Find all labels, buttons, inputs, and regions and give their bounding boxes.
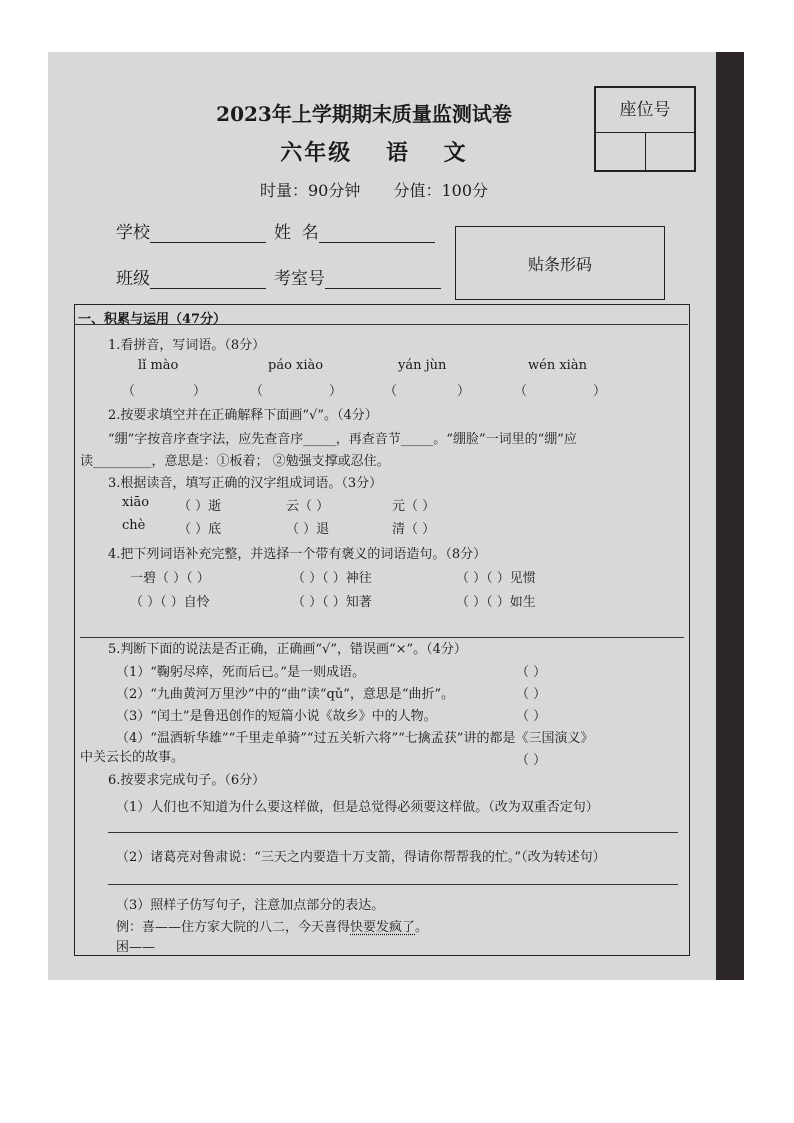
q1-answer-box-4[interactable]: （ ） xyxy=(514,384,606,399)
q4-word[interactable]: （ ）（ ）神往 xyxy=(292,571,372,586)
class-label: 班级 xyxy=(116,269,150,289)
seat-cell[interactable] xyxy=(596,133,646,171)
room-blank[interactable] xyxy=(325,270,441,289)
q5-item-1: （1）“鞠躬尽瘁，死而后已。”是一则成语。 xyxy=(116,665,366,680)
school-label: 学校 xyxy=(116,223,150,243)
q3-item[interactable]: 清（ ） xyxy=(392,522,436,537)
q6-prompt: 6.按要求完成句子。（6分） xyxy=(108,773,266,788)
q1-pinyin-1: lǐ mào xyxy=(138,358,179,373)
name-field[interactable] xyxy=(274,218,435,243)
q1-prompt: 1.看拼音，写词语。（8分） xyxy=(108,338,266,353)
duration: 时量：90分钟 xyxy=(259,181,361,200)
barcode-box xyxy=(455,226,665,300)
q1-answer-box-1[interactable]: （ ） xyxy=(122,384,206,399)
q5-item-4-cont: 中关云长的故事。 xyxy=(80,750,185,765)
q1-pinyin-2: páo xiào xyxy=(268,358,324,373)
grade-label: 六年级 xyxy=(280,140,353,166)
q3-item[interactable]: （ ）逝 xyxy=(178,499,222,514)
q5-answer-1[interactable]: （ ） xyxy=(516,665,547,680)
q1-pinyin-4: wén xiàn xyxy=(528,358,587,373)
q4-word[interactable]: （ ）（ ）自怜 xyxy=(130,595,210,610)
seat-cell[interactable] xyxy=(646,133,695,171)
q4-prompt: 4.把下列词语补充完整，并选择一个带有褒义的词语造句。（8分） xyxy=(108,547,487,562)
barcode-label: 贴条形码 xyxy=(527,254,592,274)
q2-line-1[interactable]: “绷”字按音序查字法，应先查音序_____，再查音节_____。“绷脸”一词里的“绷”应 xyxy=(108,432,577,447)
q6-sentence-1: （1）人们也不知道为什么要这样做，但是总觉得必须要这样做。（改为双重否定句） xyxy=(116,800,599,815)
q5-item-4: （4）“温酒斩华雄”“千里走单骑”“过五关斩六将”“七擒孟获”讲的都是《三国演义》 xyxy=(116,731,594,746)
school-field[interactable] xyxy=(116,218,266,243)
q5-answer-3[interactable]: （ ） xyxy=(516,709,547,724)
seat-number-cells[interactable] xyxy=(596,133,694,171)
q1-answer-box-3[interactable]: （ ） xyxy=(384,384,470,399)
q3-item[interactable]: 元（ ） xyxy=(392,499,436,514)
q3-pinyin-2: chè xyxy=(122,518,146,533)
q6-answer-line-1[interactable] xyxy=(108,832,678,833)
q1-answer-box-2[interactable]: （ ） xyxy=(250,384,342,399)
room-label: 考室号 xyxy=(274,269,325,289)
name-blank[interactable] xyxy=(319,224,435,243)
q5-item-2: （2）“九曲黄河万里沙”中的“曲”读“qǔ”，意思是“曲折”。 xyxy=(116,687,455,702)
subject-char-2: 文 xyxy=(443,140,468,166)
q2-line-2[interactable]: 读_________，意思是：①板着； ②勉强支撑或忍住。 xyxy=(80,454,390,469)
q5-prompt: 5.判断下面的说法是否正确，正确画“√”，错误画“×”。（4分） xyxy=(108,642,467,657)
q1-pinyin-3: yán jùn xyxy=(398,358,447,373)
q6-sentence-2: （2）诸葛亮对鲁肃说：“三天之内要造十万支箭，得请你帮帮我的忙。”（改为转述句） xyxy=(116,850,606,865)
q3-item[interactable]: （ ）底 xyxy=(178,522,222,537)
school-blank[interactable] xyxy=(150,224,266,243)
seat-number-label: 座位号 xyxy=(596,88,694,133)
q4-word[interactable]: （ ）（ ）知著 xyxy=(292,595,372,610)
exam-title: 2023年上学期期末质量监测试卷 xyxy=(216,102,512,126)
q3-prompt: 3.根据读音，填写正确的汉字组成词语。（3分） xyxy=(108,476,383,491)
q2-prompt: 2.按要求填空并在正确解释下面画“√”。（4分） xyxy=(108,408,378,423)
q3-item[interactable]: 云（ ） xyxy=(286,499,330,514)
class-field[interactable] xyxy=(116,264,266,289)
q5-answer-4[interactable]: （ ） xyxy=(516,753,547,768)
q6-answer-line-2[interactable] xyxy=(108,884,678,885)
q4-word[interactable]: 一碧（ ）（ ） xyxy=(130,571,210,586)
exam-meta xyxy=(0,178,748,201)
q4-word[interactable]: （ ）（ ）如生 xyxy=(456,595,536,610)
name-label: 姓 名 xyxy=(274,223,319,243)
subject-char-1: 语 xyxy=(385,140,410,166)
section1-title: 一、积累与运用（47分） xyxy=(78,312,227,327)
score-total: 分值：100分 xyxy=(393,181,488,200)
q6-example xyxy=(116,916,428,935)
q6-example-end: 。 xyxy=(415,920,429,935)
q5-item-3: （3）“闰土”是鲁迅创作的短篇小说《故乡》中的人物。 xyxy=(116,709,437,724)
q6-imitation-lead[interactable]: 困—— xyxy=(116,940,156,955)
q6-example-text: 例：喜——住方家大院的八二，今天喜得 xyxy=(116,920,351,935)
q6-sentence-3: （3）照样子仿写句子，注意加点部分的表达。 xyxy=(116,898,385,913)
q3-pinyin-1: xiāo xyxy=(122,495,150,510)
room-field[interactable] xyxy=(274,264,441,289)
q6-example-dotted: 快要发疯了 xyxy=(350,920,416,935)
q3-item[interactable]: （ ）退 xyxy=(286,522,330,537)
seat-number-box[interactable] xyxy=(594,86,696,172)
q4-word[interactable]: （ ）（ ）见惯 xyxy=(456,571,536,586)
q5-answer-2[interactable]: （ ） xyxy=(516,687,547,702)
class-blank[interactable] xyxy=(150,270,266,289)
